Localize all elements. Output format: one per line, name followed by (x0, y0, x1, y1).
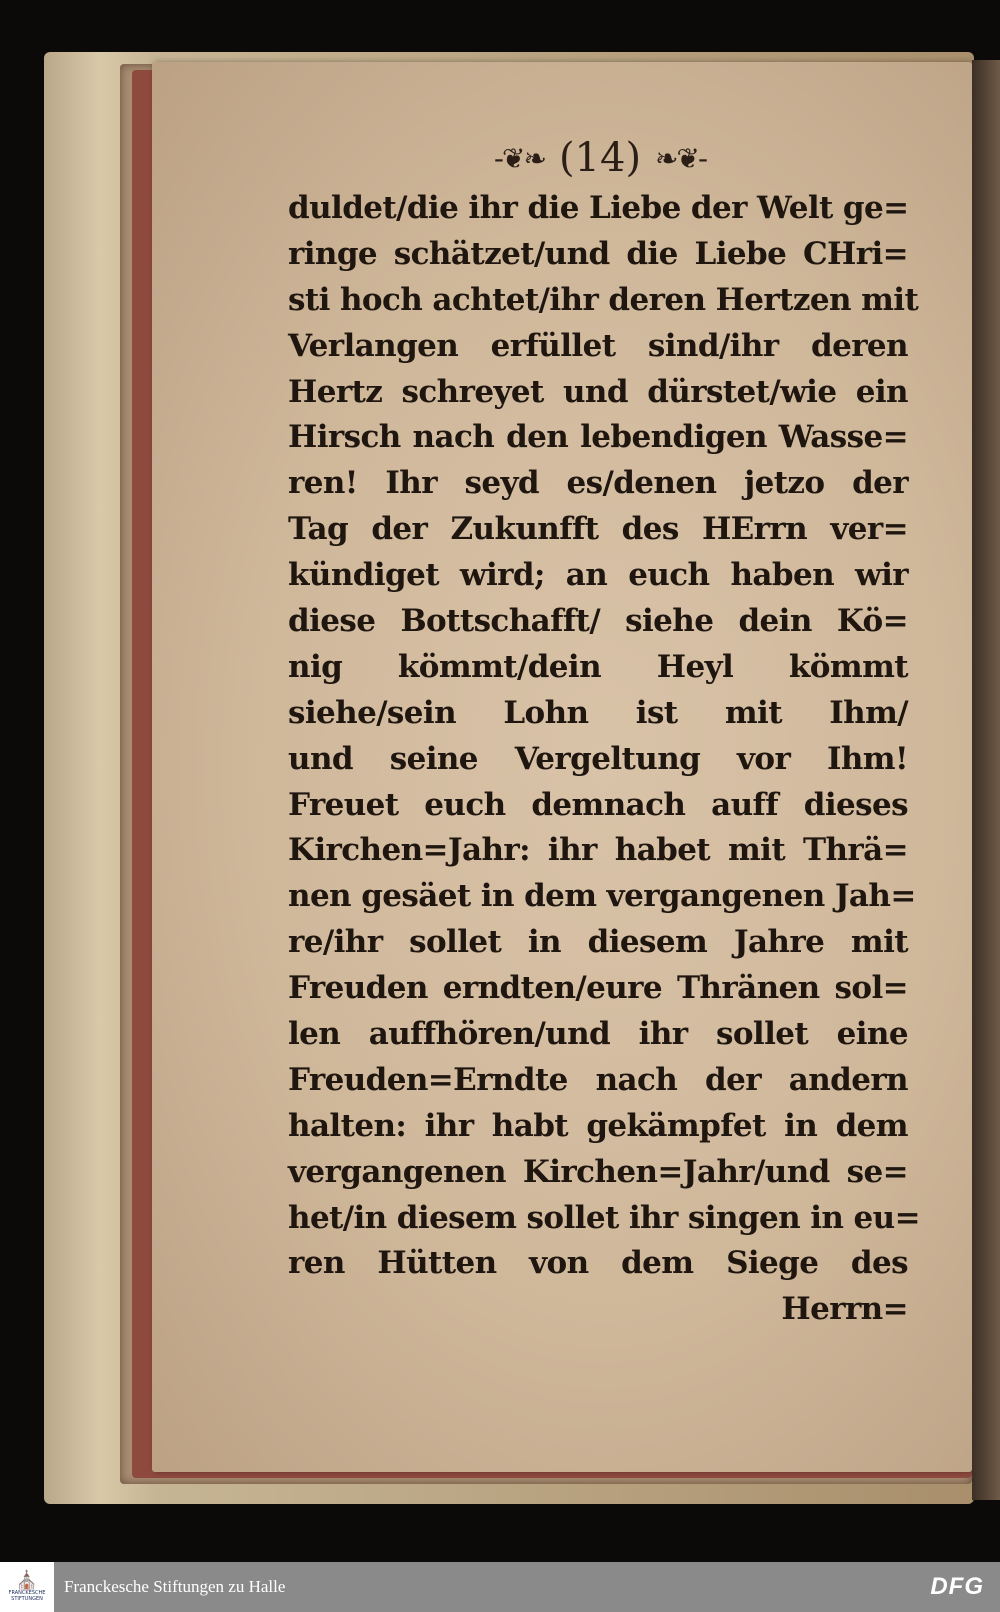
text-line: het/in diesem sollet ihr singen in eu= (288, 1199, 920, 1236)
text-line: ren! Ihr seyd es/denen jetzo der (288, 465, 908, 502)
text-line: diese Bottschafft/ siehe dein Kö= (288, 603, 908, 640)
text-line: Freuet euch demnach auff dieses (288, 786, 908, 823)
text-line: Freuden=Erndte nach der andern (288, 1061, 908, 1098)
text-line: ren Hütten von dem Siege des (288, 1245, 908, 1282)
body-text (288, 186, 920, 1333)
ornament-right-icon: ❧❦- (655, 141, 707, 175)
institution-name[interactable]: Franckesche Stiftungen zu Halle (64, 1577, 286, 1596)
text-line: Hirsch nach den lebendigen Wasse= (288, 419, 908, 456)
text-line: sti hoch achtet/ihr deren Hertzen mit (288, 281, 919, 318)
text-line: siehe/sein Lohn ist mit Ihm/ (288, 694, 908, 731)
text-line: und seine Vergeltung vor Ihm! (288, 740, 908, 777)
text-line: ringe schätzet/und die Liebe CHri= (288, 235, 908, 272)
page-header (460, 128, 740, 188)
logo-icon: ⛪ (15, 1570, 39, 1591)
text-line: vergangenen Kirchen=Jahr/und se= (288, 1153, 908, 1190)
text-line: len auffhören/und ihr sollet eine (288, 1016, 908, 1053)
page-number: (14) (558, 135, 642, 181)
ornament-left-icon: -❦❧ (493, 141, 545, 175)
text-line: duldet/die ihr die Liebe der Welt ge= (288, 190, 909, 226)
footer-bar (0, 1562, 1000, 1612)
text-line: Freuden erndten/eure Thränen sol= (288, 970, 908, 1007)
text-line: kündiget wird; an euch haben wir (288, 557, 908, 594)
institution-logo[interactable] (0, 1562, 54, 1612)
logo-text: FRANCKESCHE STIFTUNGEN (8, 1590, 46, 1602)
text-line: halten: ihr habt gekämpfet in dem (288, 1107, 908, 1144)
text-line: Verlangen erfüllet sind/ihr deren (288, 327, 908, 364)
catchword: Herrn= (781, 1291, 908, 1328)
binding-strip (972, 60, 1000, 1500)
text-line: Tag der Zukunfft des HErrn ver= (288, 511, 908, 548)
text-line: nen gesäet in dem vergangenen Jah= (288, 878, 916, 915)
text-line: Kirchen=Jahr: ihr habet mit Thrä= (288, 832, 908, 869)
text-line: re/ihr sollet in diesem Jahre mit (288, 924, 908, 961)
dfg-logo[interactable]: DFG (930, 1573, 984, 1600)
text-line: Hertz schreyet und dürstet/wie ein (288, 373, 908, 410)
text-line: nig kömmt/dein Heyl kömmt (288, 648, 908, 685)
